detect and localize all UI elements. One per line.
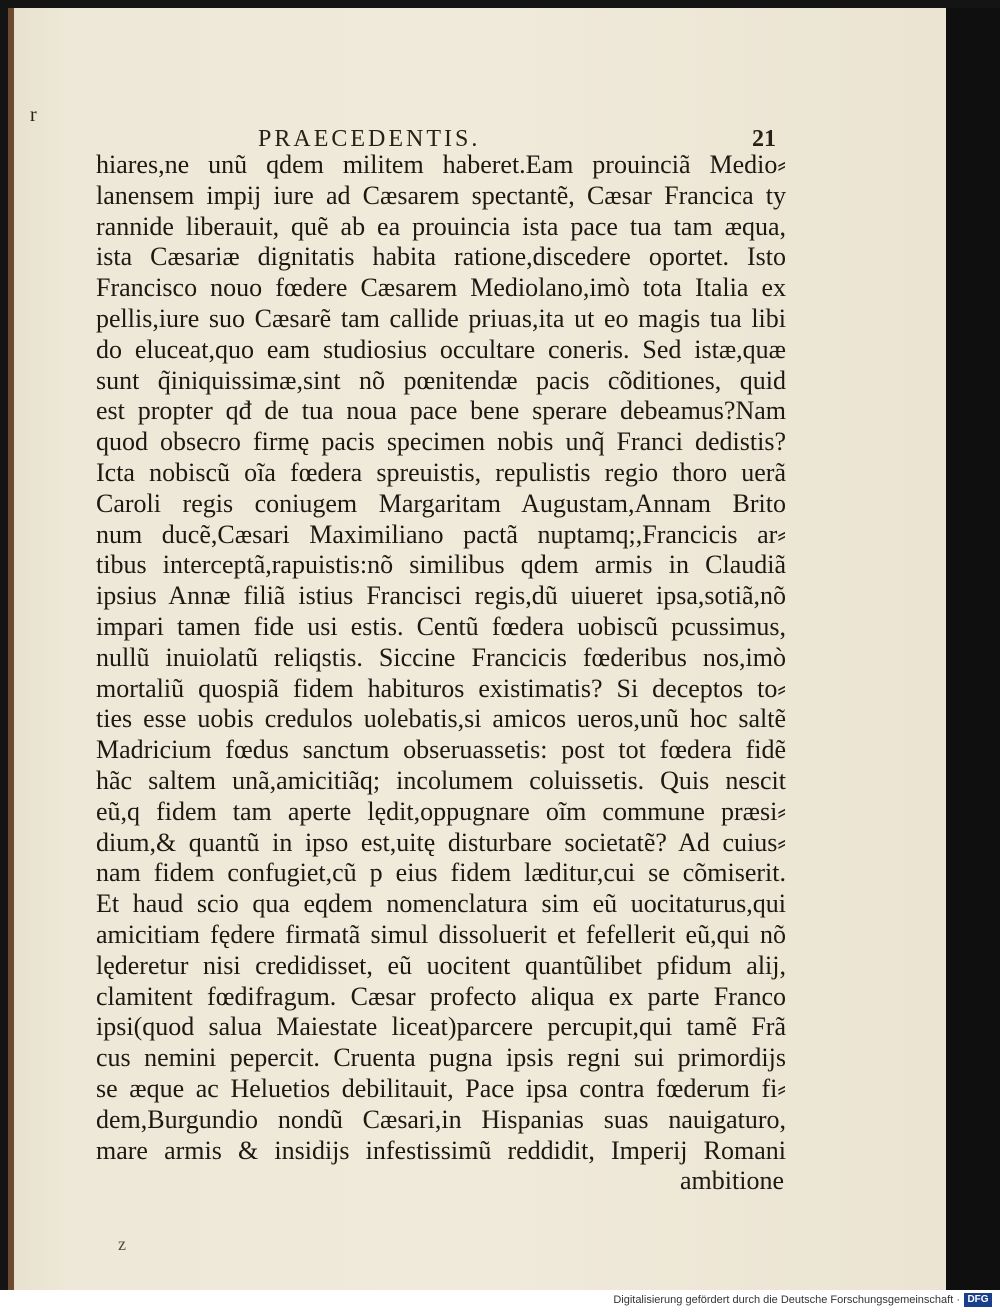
- text-line: Caroli regis coniugem Margaritam Augustam,Annam Brito: [96, 488, 786, 518]
- text-line: hiares,ne unũ qdem militem haberet.Eam prouinciã Medio⸗: [96, 150, 786, 179]
- text-line: nullũ inuiolatũ reliqstis. Siccine Francicis fœderibus nos,imò: [96, 642, 786, 672]
- page-edge: [946, 8, 1000, 1290]
- page-number: 21: [752, 126, 776, 152]
- text-line: impari tamen fide usi estis. Centũ fœdera uobiscũ pcussimus,: [96, 611, 786, 641]
- text-line: cus nemini pepercit. Cruenta pugna ipsis regni sui primordijs: [96, 1043, 786, 1073]
- catchword: ambitione: [680, 1166, 784, 1196]
- text-line: do eluceat,quo eam studiosius occultare coneris. Sed istæ,quæ: [96, 334, 786, 364]
- text-line: Icta nobiscũ oĩa fœdera spreuistis, repulistis regio thoro uerã: [96, 457, 786, 487]
- text-line: amicitiam fędere firmatã simul dissoluerit et fefellerit eũ,qui nõ: [96, 919, 786, 949]
- text-line: num ducẽ,Cæsari Maximiliano pactã nuptamq;,Francicis ar⸗: [96, 519, 786, 549]
- text-line: mortaliũ quospiã fidem habituros existimatis? Si deceptos to⸗: [96, 673, 786, 703]
- text-line: eũ,q fidem tam aperte lędit,oppugnare oĩm commune præsi⸗: [96, 796, 786, 826]
- dfg-logo: DFG: [964, 1293, 992, 1307]
- text-line: nam fidem confugiet,cũ p eius fidem læditur,cui se cõmiserit.: [96, 858, 786, 888]
- text-line: dem,Burgundio nondũ Cæsari,in Hispanias suas nauigaturo,: [96, 1104, 786, 1134]
- text-line: Francisco nouo fœdere Cæsarem Mediolano,imò tota Italia ex: [96, 273, 786, 303]
- text-line: pellis,iure suo Cæsarẽ tam callide priuas,ita ut eo magis tua libi: [96, 303, 786, 333]
- text-block: [96, 150, 786, 1197]
- text-line: lanensem impij iure ad Cæsarem spectantẽ, Cæsar Francica ty: [96, 180, 786, 210]
- footer-credit: Digitalisierung gefördert durch die Deutsche Forschungsgemeinschaft ·: [613, 1294, 960, 1306]
- margin-mark: r: [30, 104, 37, 126]
- text-line: lęderetur nisi credidisset, eũ uocitent quantũlibet pfidum alij,: [96, 950, 786, 980]
- text-line: ista Cæsariæ dignitatis habita ratione,discedere oportet. Isto: [96, 242, 786, 272]
- text-line: dium,& quantũ in ipso est,uitę disturbare societatẽ? Ad cuius⸗: [96, 827, 786, 857]
- text-line: mare armis & insidijs infestissimũ reddidit, Imperij Romani: [96, 1135, 786, 1165]
- text-line: Madricium fœdus sanctum obseruassetis: post tot fœdera fidẽ: [96, 735, 786, 765]
- text-line: hãc saltem unã,amicitiãq; incolumem coluissetis. Quis nescit: [96, 765, 786, 795]
- text-line: quod obsecro firmę pacis specimen nobis unq̃ Franci dedistis?: [96, 427, 786, 457]
- text-line: clamitent fœdifragum. Cæsar profecto aliqua ex parte Franco: [96, 981, 786, 1011]
- running-head: PRAECEDENTIS.: [258, 126, 481, 152]
- text-line: est propter qđ de tua noua pace bene sperare debeamus?Nam: [96, 396, 786, 426]
- footer: [0, 1290, 1000, 1312]
- text-line: se æque ac Heluetios debilitauit, Pace ipsa contra fœderum fi⸗: [96, 1073, 786, 1103]
- text-line: ipsius Annæ filiã istius Francisci regis,dũ uiueret ipsa,sotiã,nõ: [96, 581, 786, 611]
- text-line: Et haud scio qua eqdem nomenclatura sim eũ uocitaturus,qui: [96, 889, 786, 919]
- text-line: tibus interceptã,rapuistis:nõ similibus qdem armis in Claudiã: [96, 550, 786, 580]
- text-line: sunt q̃iniquissimæ,sint nõ pœnitendæ pacis cõditiones, quid: [96, 365, 786, 395]
- text-line: rannide liberauit, quẽ ab ea prouincia ista pace tua tam æqua,: [96, 211, 786, 241]
- bottom-mark: z: [118, 1234, 126, 1254]
- text-line: ties esse uobis credulos uolebatis,si amicos ueros,unũ hoc saltẽ: [96, 704, 786, 734]
- text-line: ipsi(quod salua Maiestate liceat)parcere percupit,qui tamẽ Frã: [96, 1012, 786, 1042]
